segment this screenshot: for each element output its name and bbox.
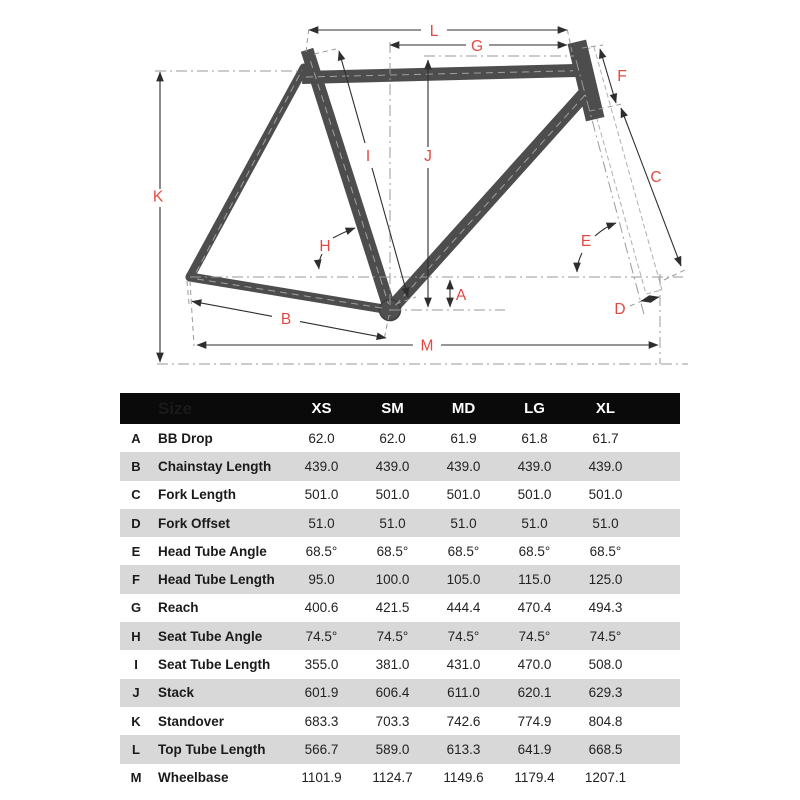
row-value-xl: 439.0	[588, 458, 623, 474]
row-value-xs: 566.7	[304, 741, 339, 757]
label-C: C	[650, 169, 662, 186]
row-value-lg: 620.1	[517, 685, 552, 701]
row-value-lg: 51.0	[521, 515, 548, 531]
header-col-md: MD	[451, 400, 476, 417]
row-value-lg: 74.5°	[518, 628, 551, 644]
header-col-sm: SM	[381, 400, 404, 417]
dim-chainstay-B	[300, 322, 386, 338]
label-J: J	[424, 148, 432, 165]
row-value-xl: 501.0	[588, 487, 623, 503]
row-name: Chainstay Length	[158, 458, 272, 474]
row-value-xl: 61.7	[592, 430, 619, 446]
row-name: Head Tube Angle	[158, 543, 267, 559]
row-name: Top Tube Length	[158, 741, 266, 757]
row-value-xs: 400.6	[304, 600, 339, 616]
row-value-lg: 641.9	[517, 741, 552, 757]
frame-tubes	[190, 51, 593, 321]
row-value-sm: 51.0	[379, 515, 406, 531]
row-value-lg: 115.0	[518, 572, 551, 588]
label-F: F	[617, 68, 627, 85]
row-value-md: 613.3	[446, 741, 481, 757]
row-value-md: 611.0	[447, 685, 480, 701]
row-letter: H	[131, 628, 141, 644]
row-name: Fork Offset	[158, 515, 231, 531]
row-value-xs: 1101.9	[301, 770, 342, 786]
row-value-md: 444.4	[446, 600, 481, 616]
row-value-sm: 381.0	[375, 657, 410, 673]
frame-geometry-diagram	[0, 0, 800, 392]
geometry-table-body	[120, 424, 680, 792]
row-value-sm: 703.3	[375, 713, 410, 729]
row-name: Wheelbase	[158, 770, 229, 786]
row-value-md: 51.0	[450, 515, 477, 531]
row-value-md: 439.0	[446, 458, 481, 474]
geometry-table-header	[120, 393, 680, 424]
label-K: K	[152, 188, 164, 206]
table-row	[120, 622, 680, 650]
row-value-xs: 74.5°	[305, 628, 338, 644]
row-value-xl: 508.0	[588, 657, 623, 673]
row-value-lg: 470.0	[517, 657, 552, 673]
dim-fork-offset-D	[641, 297, 659, 301]
row-letter: E	[131, 543, 141, 559]
dim-head-angle-E	[595, 223, 616, 236]
row-value-xs: 95.0	[308, 572, 335, 588]
label-I: I	[365, 148, 371, 165]
dim-seat-tube-I	[339, 51, 365, 143]
row-name: Reach	[158, 600, 199, 616]
table-row	[120, 424, 680, 452]
row-name: BB Drop	[158, 430, 213, 446]
row-name: Seat Tube Angle	[158, 628, 263, 644]
table-row	[120, 452, 680, 480]
row-value-md: 74.5°	[447, 628, 480, 644]
row-letter: G	[130, 600, 142, 616]
row-name: Stack	[158, 685, 195, 701]
row-value-sm: 421.5	[375, 600, 410, 616]
table-row	[120, 735, 680, 763]
table-row	[120, 594, 680, 622]
row-value-md: 61.9	[450, 430, 477, 446]
row-value-xl: 74.5°	[589, 628, 622, 644]
table-row	[120, 764, 680, 792]
table-row	[120, 650, 680, 678]
table-row	[120, 537, 680, 565]
table-row	[120, 565, 680, 593]
geometry-table	[120, 393, 680, 792]
row-value-xl: 51.0	[592, 515, 619, 531]
row-value-sm: 501.0	[375, 487, 410, 503]
row-value-md: 1149.6	[443, 770, 484, 786]
row-value-lg: 774.9	[517, 713, 552, 729]
label-M: M	[420, 337, 434, 355]
row-letter: K	[131, 713, 141, 729]
row-letter: C	[131, 487, 141, 503]
row-name: Fork Length	[158, 487, 236, 503]
row-value-xl: 68.5°	[589, 543, 622, 559]
row-value-xl: 804.8	[588, 713, 623, 729]
row-value-sm: 589.0	[375, 741, 410, 757]
label-D: D	[614, 301, 626, 318]
row-value-sm: 606.4	[375, 685, 410, 701]
row-value-xs: 51.0	[308, 515, 335, 531]
dim-seat-angle-H	[333, 228, 355, 238]
row-value-xs: 355.0	[304, 657, 339, 673]
table-row	[120, 707, 680, 735]
table-row	[120, 481, 680, 509]
row-letter: F	[132, 572, 140, 588]
row-letter: I	[134, 657, 138, 673]
header-size-label: Size	[158, 398, 193, 418]
row-value-xl: 629.3	[588, 685, 623, 701]
row-letter: L	[132, 741, 140, 757]
label-A: A	[455, 287, 467, 304]
row-value-md: 68.5°	[447, 543, 480, 559]
row-letter: D	[131, 515, 141, 531]
row-letter: A	[131, 430, 141, 446]
row-value-md: 105.0	[446, 572, 481, 588]
header-col-lg: LG	[524, 400, 545, 417]
row-value-xs: 501.0	[304, 487, 339, 503]
dim-head-angle-E	[577, 253, 582, 272]
row-value-xs: 439.0	[304, 458, 339, 474]
row-value-xs: 62.0	[308, 430, 335, 446]
row-value-sm: 62.0	[379, 430, 406, 446]
row-value-sm: 74.5°	[376, 628, 409, 644]
row-value-xl: 1207.1	[584, 770, 627, 786]
row-value-md: 501.0	[446, 487, 481, 503]
label-E: E	[580, 233, 592, 250]
row-value-lg: 501.0	[517, 487, 552, 503]
table-row	[120, 509, 680, 537]
row-letter: M	[130, 770, 142, 786]
row-value-sm: 100.0	[375, 572, 410, 588]
row-name: Standover	[158, 713, 225, 729]
row-name: Seat Tube Length	[158, 657, 271, 673]
row-value-xl: 125.0	[588, 572, 623, 588]
row-value-xs: 683.3	[304, 713, 339, 729]
row-value-md: 431.0	[446, 657, 481, 673]
label-G: G	[470, 38, 484, 55]
dim-seat-angle-H	[319, 254, 322, 269]
row-value-xl: 494.3	[588, 600, 623, 616]
row-value-sm: 1124.7	[372, 770, 413, 786]
row-value-lg: 439.0	[517, 458, 552, 474]
row-value-xs: 68.5°	[305, 543, 338, 559]
row-value-lg: 470.4	[517, 600, 552, 616]
header-col-xl: XL	[595, 400, 616, 417]
label-H: H	[319, 238, 331, 255]
row-value-xs: 601.9	[304, 685, 339, 701]
label-L: L	[429, 23, 439, 40]
row-value-md: 742.6	[446, 713, 481, 729]
row-name: Head Tube Length	[158, 572, 275, 588]
row-value-sm: 68.5°	[376, 543, 409, 559]
chainstay	[190, 277, 390, 310]
row-value-xl: 668.5	[588, 741, 623, 757]
row-value-lg: 68.5°	[518, 543, 551, 559]
row-letter: J	[132, 685, 140, 701]
dim-chainstay-B	[192, 301, 272, 316]
table-row	[120, 679, 680, 707]
row-value-sm: 439.0	[375, 458, 410, 474]
row-value-lg: 1179.4	[514, 770, 555, 786]
row-letter: B	[131, 458, 141, 474]
header-col-xs: XS	[311, 400, 332, 417]
row-value-lg: 61.8	[521, 430, 548, 446]
label-B: B	[280, 311, 292, 328]
